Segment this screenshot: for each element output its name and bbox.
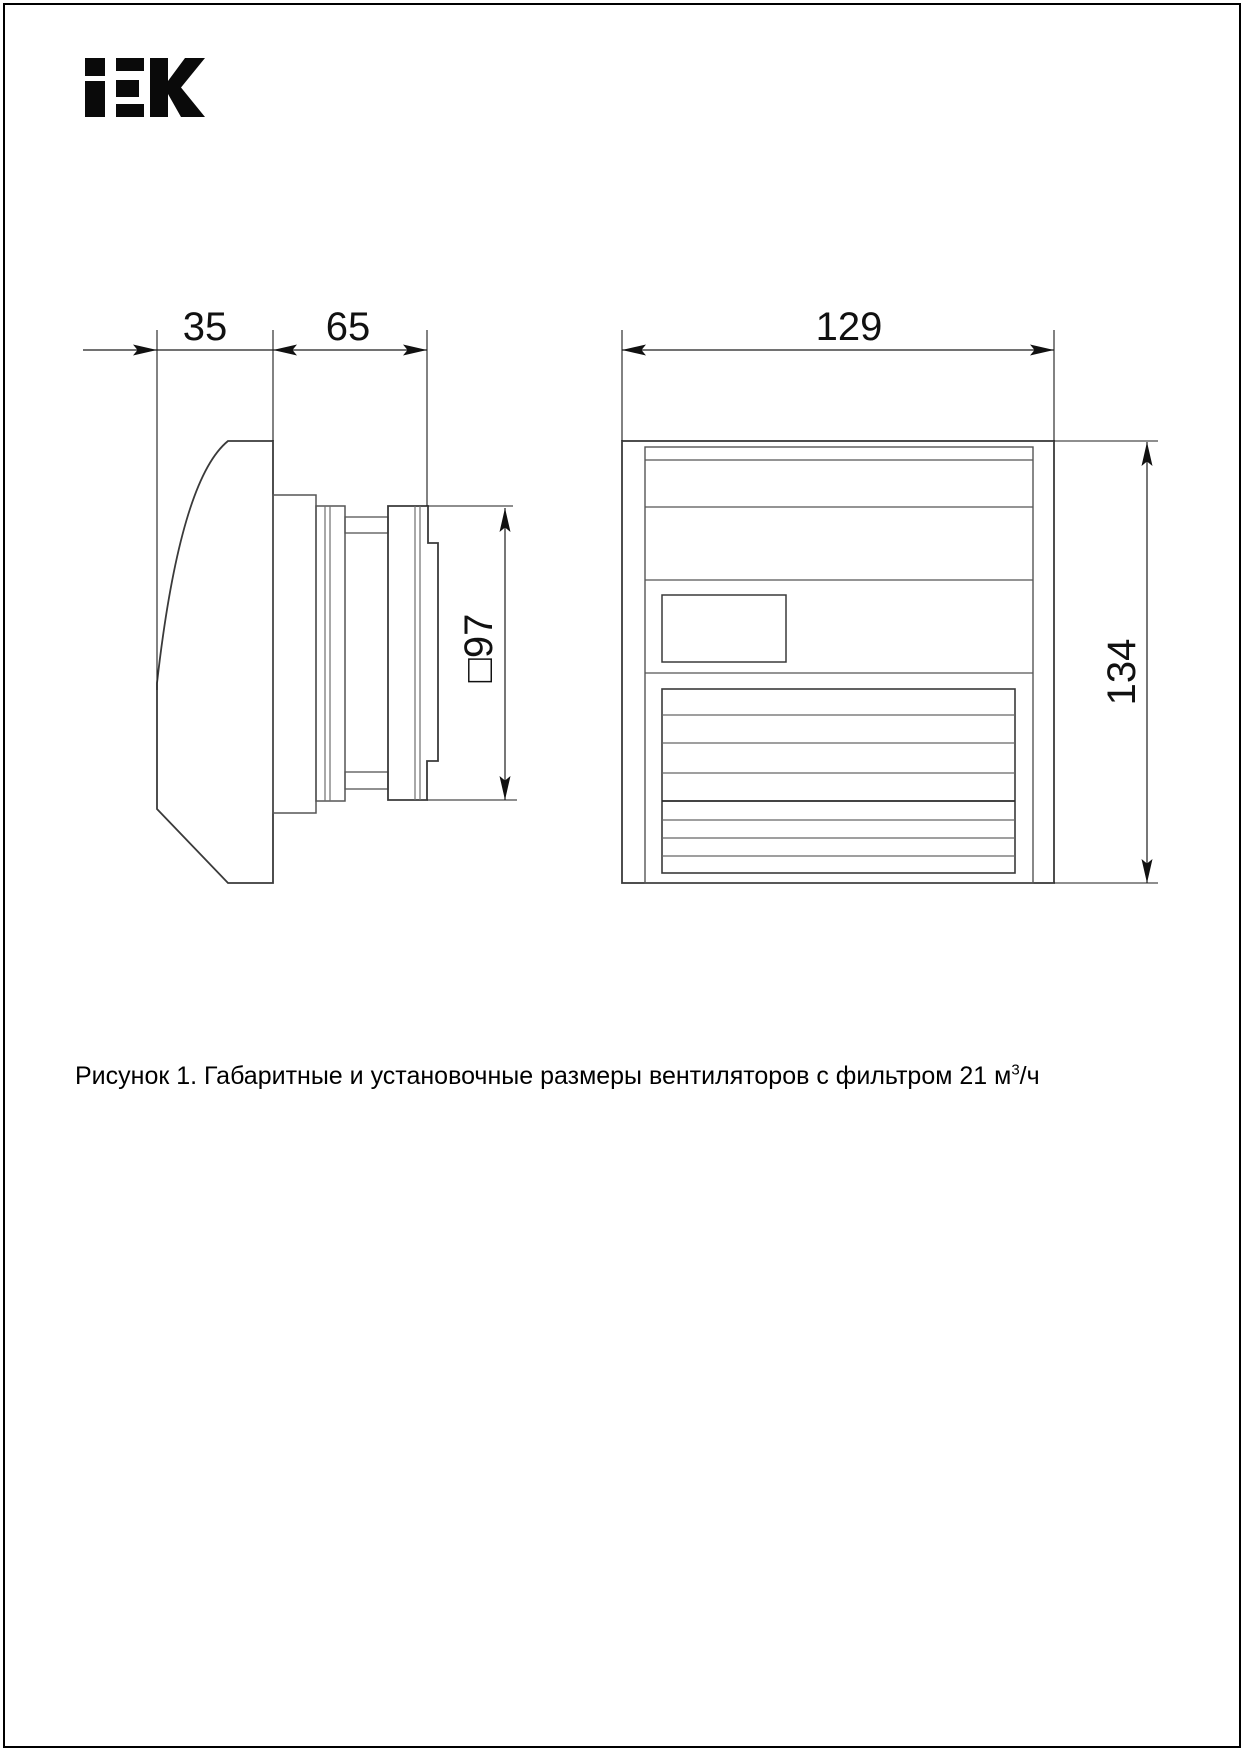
side-cover-outline <box>157 441 273 883</box>
dim-65-label: 65 <box>325 305 371 349</box>
figure-caption-tail: /ч <box>1019 1062 1040 1090</box>
front-view <box>622 441 1054 883</box>
side-rail-bottom <box>345 772 388 789</box>
front-dimensions <box>622 305 1158 883</box>
dim-129-label: 129 <box>815 305 883 349</box>
figure-caption <box>75 1062 1175 1091</box>
side-wall-plate <box>273 495 316 813</box>
front-label-badge <box>662 595 786 662</box>
figure-caption-text: Рисунок 1. Габаритные и установочные размеры вентиляторов с фильтром 21 м <box>75 1062 1012 1090</box>
side-dimensions <box>83 305 517 800</box>
dim-134-label: 134 <box>1100 638 1144 706</box>
dim-35-label: 35 <box>182 305 228 349</box>
figure-caption-superscript: 3 <box>1011 1061 1020 1079</box>
side-rail-top <box>345 517 388 533</box>
side-view <box>157 441 438 883</box>
front-inner-panel <box>645 447 1033 883</box>
front-filter-grille <box>662 689 1015 873</box>
dim-97-label: □97 <box>457 613 501 683</box>
side-fan-body <box>388 506 438 800</box>
iek-logo-icon <box>85 58 205 117</box>
